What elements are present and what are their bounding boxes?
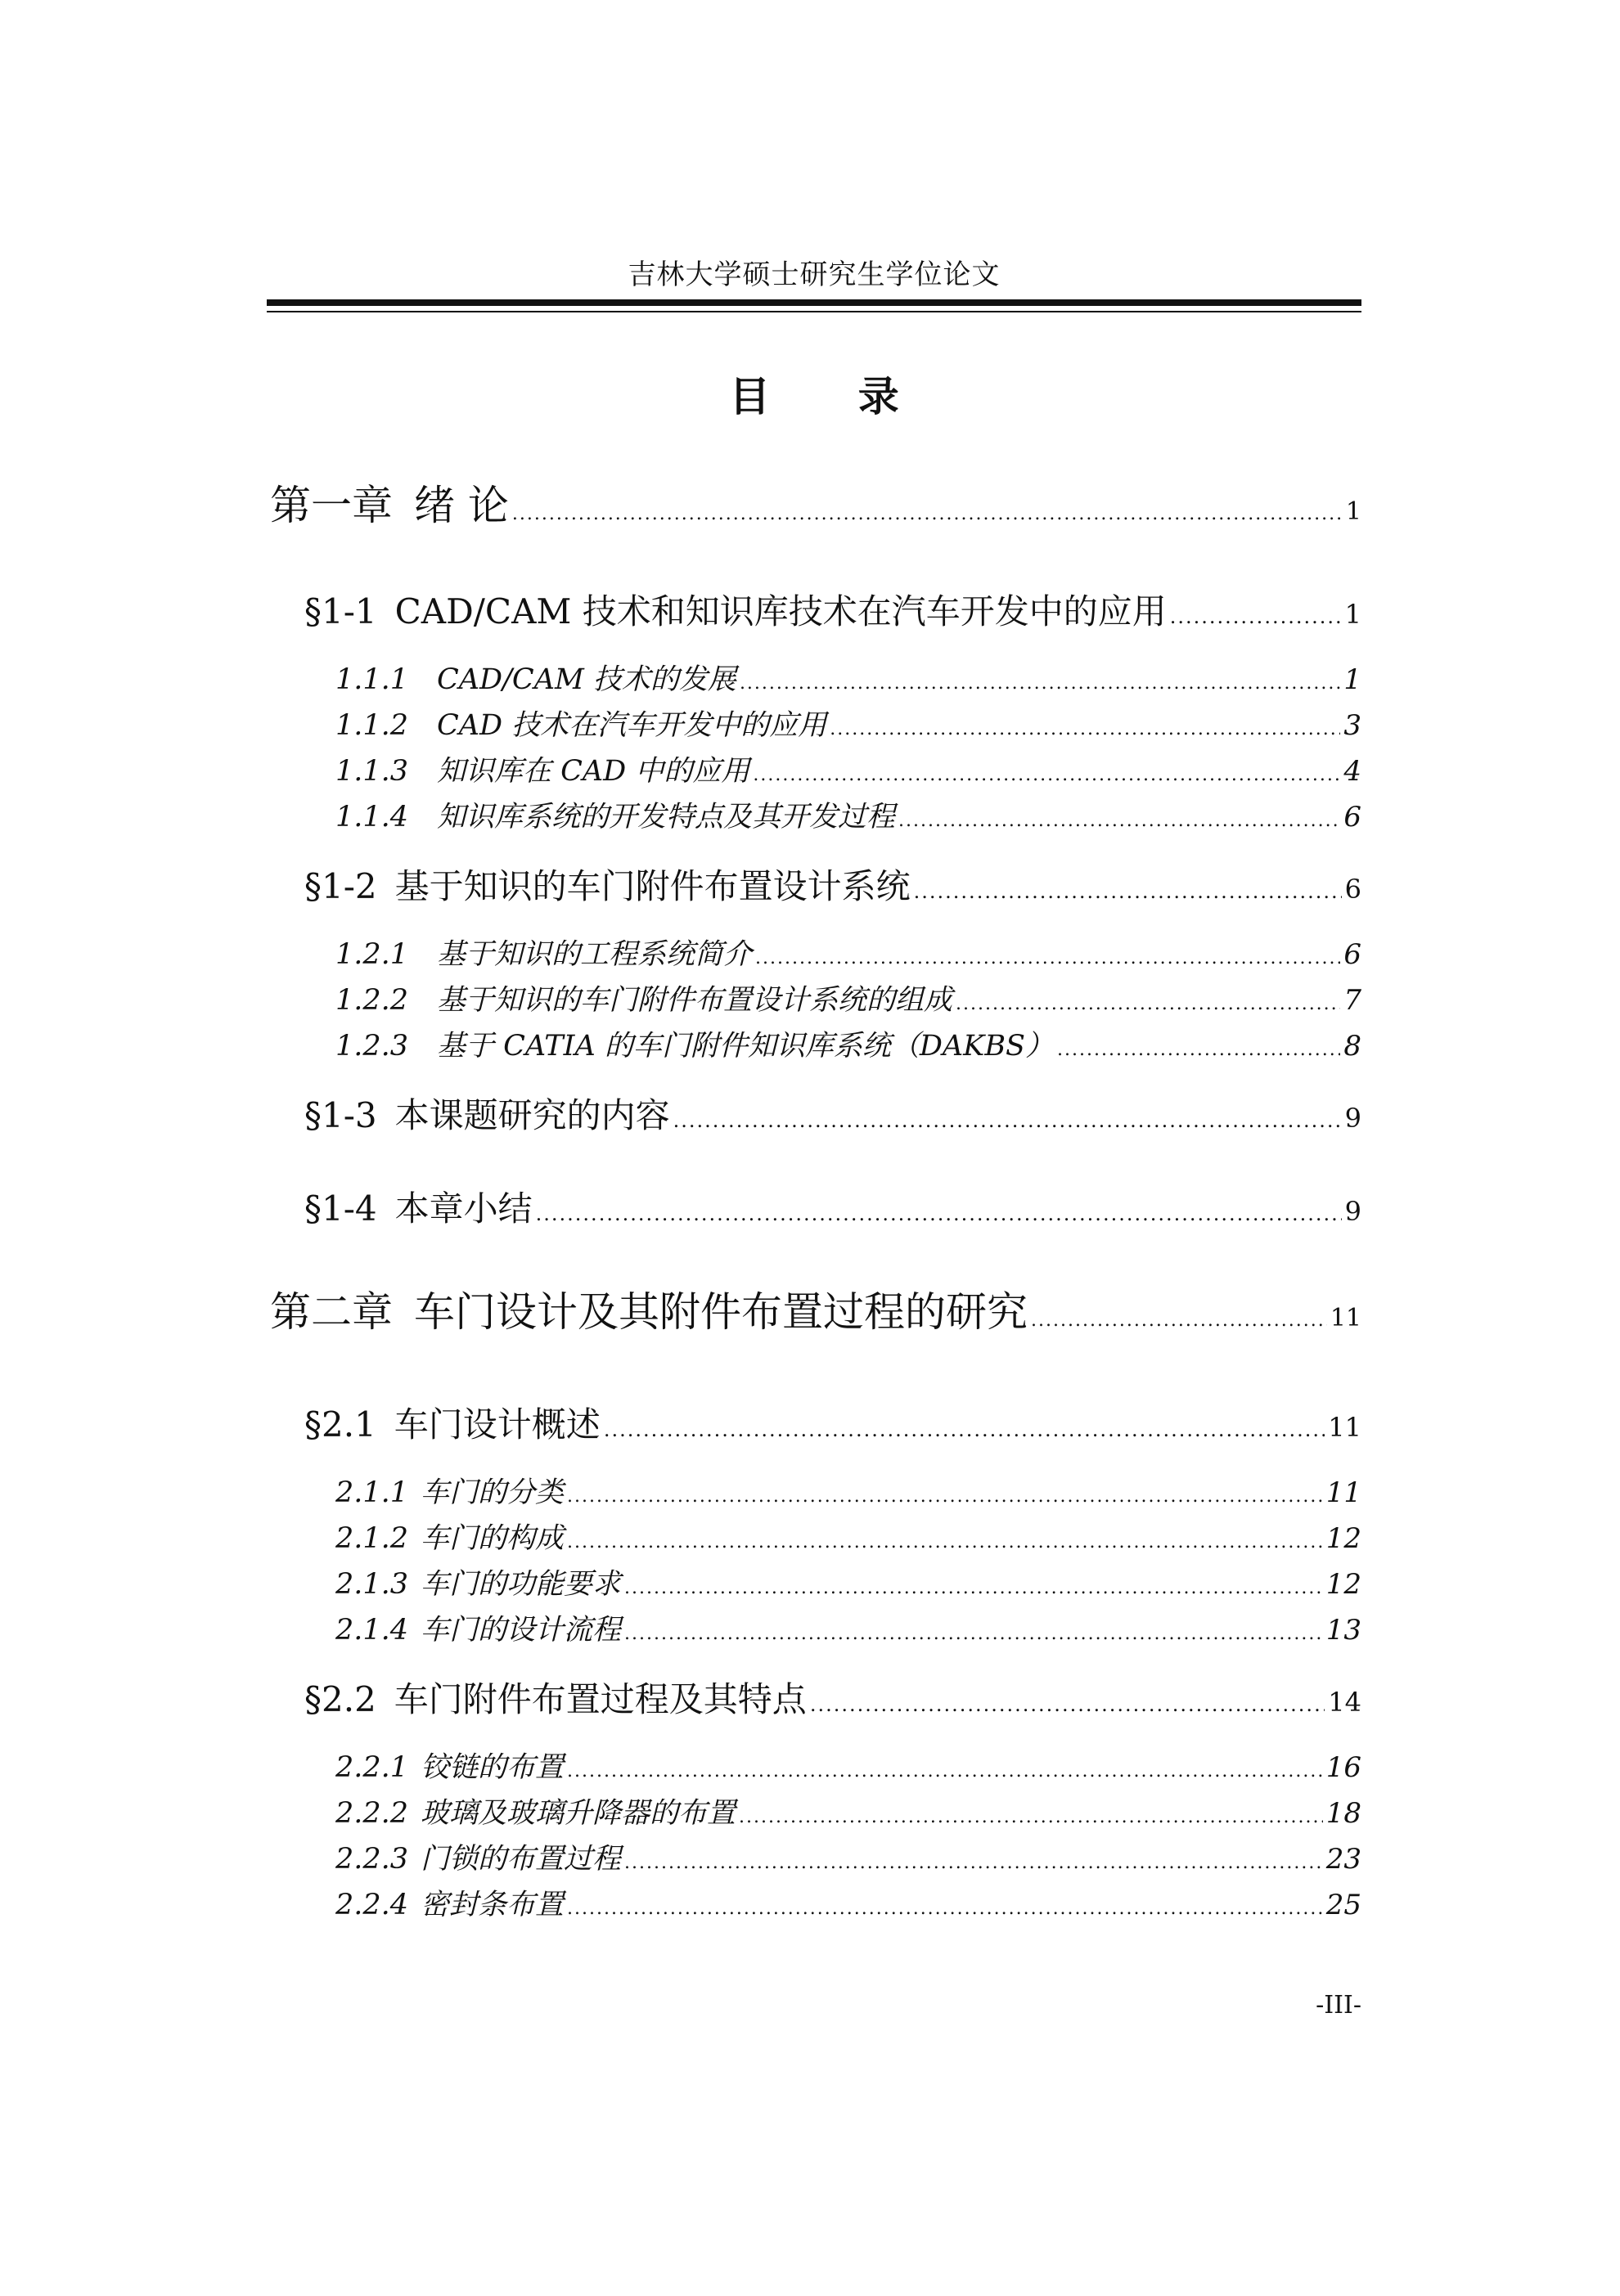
toc-entry-title: 车门的构成: [421, 1522, 565, 1555]
toc-entry-title: 铰链的布置: [421, 1751, 565, 1784]
toc-entry-label: [270, 1286, 1028, 1338]
toc-entry-number: 第一章: [270, 482, 393, 529]
toc-dot-leader: [898, 802, 1340, 840]
toc-entry-number: §1-3: [304, 1095, 377, 1135]
toc-entry-subsection[interactable]: [335, 661, 1361, 703]
toc-entry-subsection[interactable]: [335, 798, 1361, 840]
toc-entry-page: 11: [1325, 1476, 1361, 1509]
toc-dot-leader: [567, 1753, 1323, 1791]
toc-dot-leader: [567, 1524, 1323, 1561]
toc-entry-number: §1-4: [304, 1188, 377, 1229]
toc-entry-label: [304, 1093, 670, 1139]
toc-entry-number: 2.2.4: [335, 1889, 409, 1921]
toc-dot-leader: [673, 1098, 1342, 1144]
toc-entry-page: 9: [1344, 1103, 1361, 1134]
toc-dot-leader: [536, 1191, 1342, 1237]
toc-entry-title: 车门设计及其附件布置过程的研究: [414, 1288, 1028, 1336]
toc-entry-title: 知识库在 CAD 中的应用: [437, 755, 750, 788]
toc-entry-label: [335, 753, 749, 790]
running-header: 吉林大学硕士研究生学位论文: [628, 258, 1001, 291]
toc-entry-subsection[interactable]: [335, 707, 1361, 748]
toc-entry-subsection[interactable]: [335, 982, 1361, 1023]
toc-entry-page: 9: [1344, 1196, 1361, 1227]
toc-entry-title: 基于知识的车门附件布置设计系统的组成: [437, 984, 953, 1017]
toc-dot-leader: [830, 711, 1340, 748]
toc-title: 目 录: [729, 373, 899, 420]
toc-entry-label: [335, 1474, 564, 1512]
toc-entry-number: 1.2.3: [335, 1030, 409, 1063]
toc-entry-number: 2.1.3: [335, 1568, 409, 1601]
toc-entry-title: 车门的功能要求: [421, 1568, 622, 1601]
toc-entry-title: 绪 论: [414, 482, 509, 529]
toc-entry-subsection[interactable]: [335, 1611, 1361, 1653]
toc-entry-subsection[interactable]: [335, 1886, 1361, 1928]
toc-dot-leader: [1031, 1295, 1327, 1347]
toc-dot-leader: [512, 488, 1343, 541]
toc-entry-number: §1-1: [304, 591, 377, 631]
toc-entry-label: [335, 982, 952, 1019]
toc-dot-leader: [740, 665, 1340, 703]
toc-dot-leader: [624, 1615, 1323, 1653]
footer-page-number: -III-: [1316, 1991, 1361, 2020]
toc-entry-subsection[interactable]: [335, 1474, 1361, 1516]
toc-entry-number: 2.1.1: [335, 1476, 409, 1509]
toc-dot-leader: [755, 940, 1340, 977]
toc-entry-page: 6: [1343, 938, 1361, 971]
toc-entry-label: [335, 1611, 621, 1649]
toc-dot-leader: [1170, 594, 1342, 640]
toc-entry-title: 密封条布置: [421, 1889, 565, 1921]
toc-entry-label: [304, 1677, 807, 1723]
toc-entry-page: 12: [1325, 1568, 1361, 1601]
toc-entry-title: 玻璃及玻璃升降器的布置: [421, 1797, 736, 1830]
toc-entry-number: 2.1.2: [335, 1522, 409, 1555]
toc-entry-number: §2.1: [304, 1404, 376, 1445]
toc-dot-leader: [604, 1407, 1325, 1453]
toc-entry-section[interactable]: [304, 1093, 1361, 1144]
toc-entry-number: §2.2: [304, 1679, 376, 1719]
toc-dot-leader: [567, 1478, 1323, 1516]
toc-entry-label: [270, 479, 509, 532]
toc-entry-page: 13: [1325, 1614, 1361, 1647]
toc-entry-chapter[interactable]: [270, 1286, 1361, 1347]
toc-entry-label: [335, 1027, 1054, 1065]
toc-entry-page: 8: [1343, 1030, 1361, 1063]
toc-entry-subsection[interactable]: [335, 1566, 1361, 1607]
toc-entry-subsection[interactable]: [335, 1749, 1361, 1791]
toc-dot-leader: [624, 1570, 1323, 1607]
toc-dot-leader: [624, 1844, 1323, 1882]
toc-dot-leader: [1057, 1031, 1340, 1069]
toc-entry-number: 第二章: [270, 1288, 393, 1336]
toc-dot-leader: [739, 1799, 1323, 1836]
toc-entry-subsection[interactable]: [335, 753, 1361, 794]
toc-entry-subsection[interactable]: [335, 1840, 1361, 1882]
toc-entry-label: [335, 1840, 621, 1878]
toc-entry-title: 车门设计概述: [394, 1404, 601, 1445]
header-rule-thin: [267, 311, 1361, 312]
toc-entry-label: [335, 707, 826, 744]
toc-dot-leader: [914, 869, 1342, 914]
toc-entry-title: 车门的分类: [421, 1476, 565, 1509]
toc-entry-title: 本课题研究的内容: [394, 1095, 670, 1135]
toc-entry-title: 车门附件布置过程及其特点: [394, 1679, 807, 1719]
toc-entry-label: [335, 798, 895, 836]
toc-entry-page: 1: [1345, 497, 1361, 526]
toc-entry-page: 6: [1343, 801, 1361, 833]
toc-entry-page: 7: [1343, 984, 1361, 1017]
toc-entry-page: 25: [1325, 1889, 1361, 1921]
toc-entry-title: CAD/CAM 技术的发展: [437, 663, 736, 696]
toc-entry-page: 3: [1343, 709, 1361, 742]
toc-entry-section[interactable]: [304, 1677, 1361, 1728]
toc-entry-number: 2.2.3: [335, 1843, 409, 1876]
toc-dot-leader: [567, 1890, 1323, 1928]
toc-entry-number: §1-2: [304, 866, 377, 906]
toc-entry-section[interactable]: [304, 1186, 1361, 1237]
toc-entry-number: 1.1.4: [335, 801, 409, 833]
toc-entry-title: 车门的设计流程: [421, 1614, 622, 1647]
toc-entry-label: [335, 1566, 621, 1603]
toc-entry-page: 1: [1344, 599, 1361, 630]
toc-entry-page: 16: [1325, 1751, 1361, 1784]
toc-entry-page: 23: [1325, 1843, 1361, 1876]
toc-entry-page: 6: [1344, 874, 1361, 905]
toc-entry-subsection[interactable]: [335, 1520, 1361, 1561]
toc-dot-leader: [956, 986, 1340, 1023]
toc-entry-number: 1.1.3: [335, 755, 409, 788]
toc-entry-subsection[interactable]: [335, 936, 1361, 977]
toc-entry-title: 门锁的布置过程: [421, 1843, 622, 1876]
toc-entry-number: 1.2.2: [335, 984, 409, 1017]
toc-entry-page: 12: [1325, 1522, 1361, 1555]
toc-entry-number: 1.2.1: [335, 938, 409, 971]
toc-entry-title: 基于知识的车门附件布置设计系统: [394, 866, 911, 906]
toc-entry-page: 14: [1328, 1687, 1361, 1718]
toc-entry-title: CAD/CAM 技术和知识库技术在汽车开发中的应用: [394, 591, 1167, 631]
toc-entry-page: 18: [1325, 1797, 1361, 1830]
toc-entry-title: 基于 CATIA 的车门附件知识库系统（DAKBS）: [437, 1030, 1055, 1063]
toc-entry-page: 4: [1343, 755, 1361, 788]
toc-entry-title: 基于知识的工程系统简介: [437, 938, 753, 971]
toc-entry-label: [335, 1520, 564, 1557]
toc-entry-label: [304, 589, 1167, 635]
toc-entry-label: [335, 1795, 736, 1832]
toc-entry-number: 2.2.2: [335, 1797, 409, 1830]
toc-entry-label: [304, 1402, 601, 1448]
toc-entry-number: 1.1.2: [335, 709, 409, 742]
toc-entry-number: 1.1.1: [335, 663, 409, 696]
toc-entry-title: CAD 技术在汽车开发中的应用: [437, 709, 827, 742]
toc-entry-label: [304, 864, 911, 910]
toc-entry-subsection[interactable]: [335, 1795, 1361, 1836]
toc-entry-chapter[interactable]: [270, 479, 1361, 541]
toc-entry-subsection[interactable]: [335, 1027, 1361, 1069]
toc-entry-label: [335, 1886, 564, 1924]
toc-entry-page: 11: [1330, 1304, 1361, 1332]
toc-dot-leader: [810, 1682, 1325, 1728]
toc-entry-number: 2.1.4: [335, 1614, 409, 1647]
toc-entry-section[interactable]: [304, 589, 1361, 640]
toc-entry-page: 11: [1328, 1412, 1361, 1443]
toc-entry-number: 2.2.1: [335, 1751, 409, 1784]
toc-entry-title: 本章小结: [394, 1188, 533, 1229]
toc-entry-label: [335, 936, 752, 973]
toc-entry-title: 知识库系统的开发特点及其开发过程: [437, 801, 896, 833]
toc-entry-label: [335, 661, 736, 699]
toc-entry-label: [304, 1186, 533, 1232]
header-rule-thick: [267, 299, 1361, 306]
toc-dot-leader: [753, 757, 1340, 794]
toc-entry-label: [335, 1749, 564, 1786]
toc-entry-section[interactable]: [304, 1402, 1361, 1453]
toc-entry-section[interactable]: [304, 864, 1361, 914]
toc-entry-page: 1: [1343, 663, 1361, 696]
